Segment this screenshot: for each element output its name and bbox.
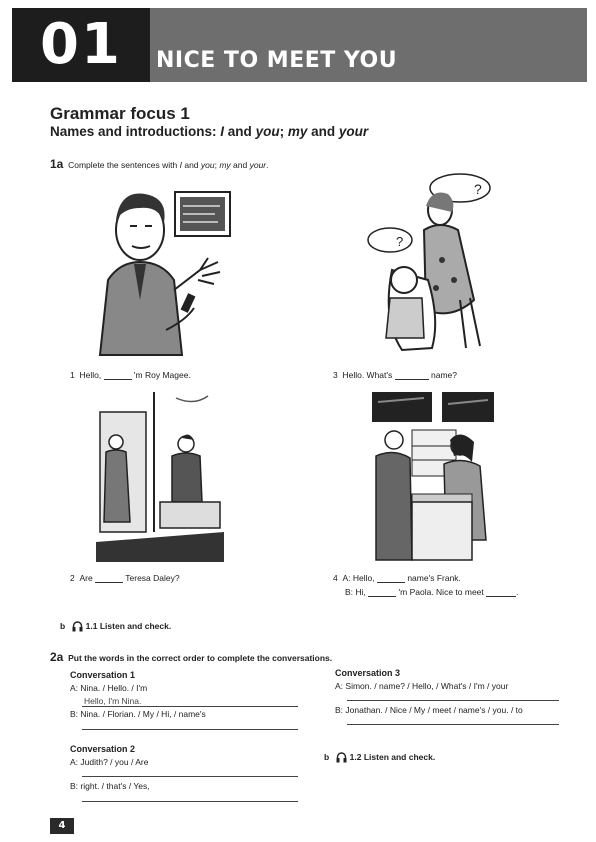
svg-text:?: ? (396, 234, 404, 249)
ex1b-letter: b (60, 621, 66, 631)
answer-blank[interactable] (377, 574, 405, 583)
conversation-1-example-answer: Hello, I'm Nina. (84, 696, 142, 706)
section-title: Grammar focus 1 (50, 104, 190, 123)
answer-line[interactable] (82, 776, 298, 777)
headphones-icon[interactable] (72, 621, 83, 632)
answer-line[interactable] (347, 700, 559, 701)
ex1-item-4-line-b: B: Hi, 'm Paola. Nice to meet . (345, 587, 519, 597)
page-number: 4 (50, 818, 74, 834)
section-subtitle: Names and introductions: I and you; my and your (50, 124, 369, 139)
ex2b-line (324, 752, 435, 763)
answer-line[interactable] (82, 706, 298, 707)
answer-blank[interactable] (95, 574, 123, 583)
ex2-instruction: 2a Put the words in the correct order to complete the conversations. (50, 650, 333, 664)
svg-text:?: ? (474, 181, 482, 197)
illustration-shop-counter (368, 390, 498, 562)
conversation-3-line-a: A: Simon. / name? / Hello, / What's / I'm / your (335, 681, 509, 691)
ex1b-line (60, 621, 171, 632)
ex2-number: 2a (50, 650, 64, 664)
ex1-item-2: 2 Are Teresa Daley? (70, 573, 180, 583)
conversation-1-line-a: A: Nina. / Hello. / I'm (70, 683, 148, 693)
ex2b-letter: b (324, 752, 330, 762)
conversation-1-title: Conversation 1 (70, 670, 136, 680)
ex1-item-4-line-a: 4 A: Hello, name's Frank. (333, 573, 461, 583)
conversation-3-line-b: B: Jonathan. / Nice / My / meet / name's / you. / to (335, 705, 523, 715)
illustration-woman-with-baby (362, 170, 502, 355)
ex2b-text: 1.2 Listen and check. (349, 752, 436, 762)
conversation-1-line-b: B: Nina. / Florian. / My / Hi, / name's (70, 709, 206, 719)
illustration-man-with-microphone (90, 180, 240, 360)
illustration-doorway-meeting (96, 392, 224, 562)
conversation-2-line-a: A: Judith? / you / Are (70, 757, 149, 767)
answer-line[interactable] (82, 801, 298, 802)
ex1b-text: 1.1 Listen and check. (85, 621, 172, 631)
ex1-item-1: 1 Hello, 'm Roy Magee. (70, 370, 191, 380)
answer-blank[interactable] (104, 371, 132, 380)
answer-line[interactable] (82, 729, 298, 730)
answer-blank[interactable] (368, 588, 396, 597)
ex1-instruction: 1a Complete the sentences with I and you; my and your. (50, 157, 269, 171)
conversation-2-line-b: B: right. / that's / Yes, (70, 781, 150, 791)
conversation-2-title: Conversation 2 (70, 744, 136, 754)
answer-blank[interactable] (395, 371, 429, 380)
headphones-icon[interactable] (336, 752, 347, 763)
ex1-number: 1a (50, 157, 64, 171)
unit-number: 01 (12, 8, 150, 82)
conversation-3-title: Conversation 3 (335, 668, 401, 678)
ex1-item-3: 3 Hello. What's name? (333, 370, 457, 380)
answer-line[interactable] (347, 724, 559, 725)
unit-title: NICE TO MEET YOU (156, 48, 398, 73)
answer-blank[interactable] (486, 588, 516, 597)
